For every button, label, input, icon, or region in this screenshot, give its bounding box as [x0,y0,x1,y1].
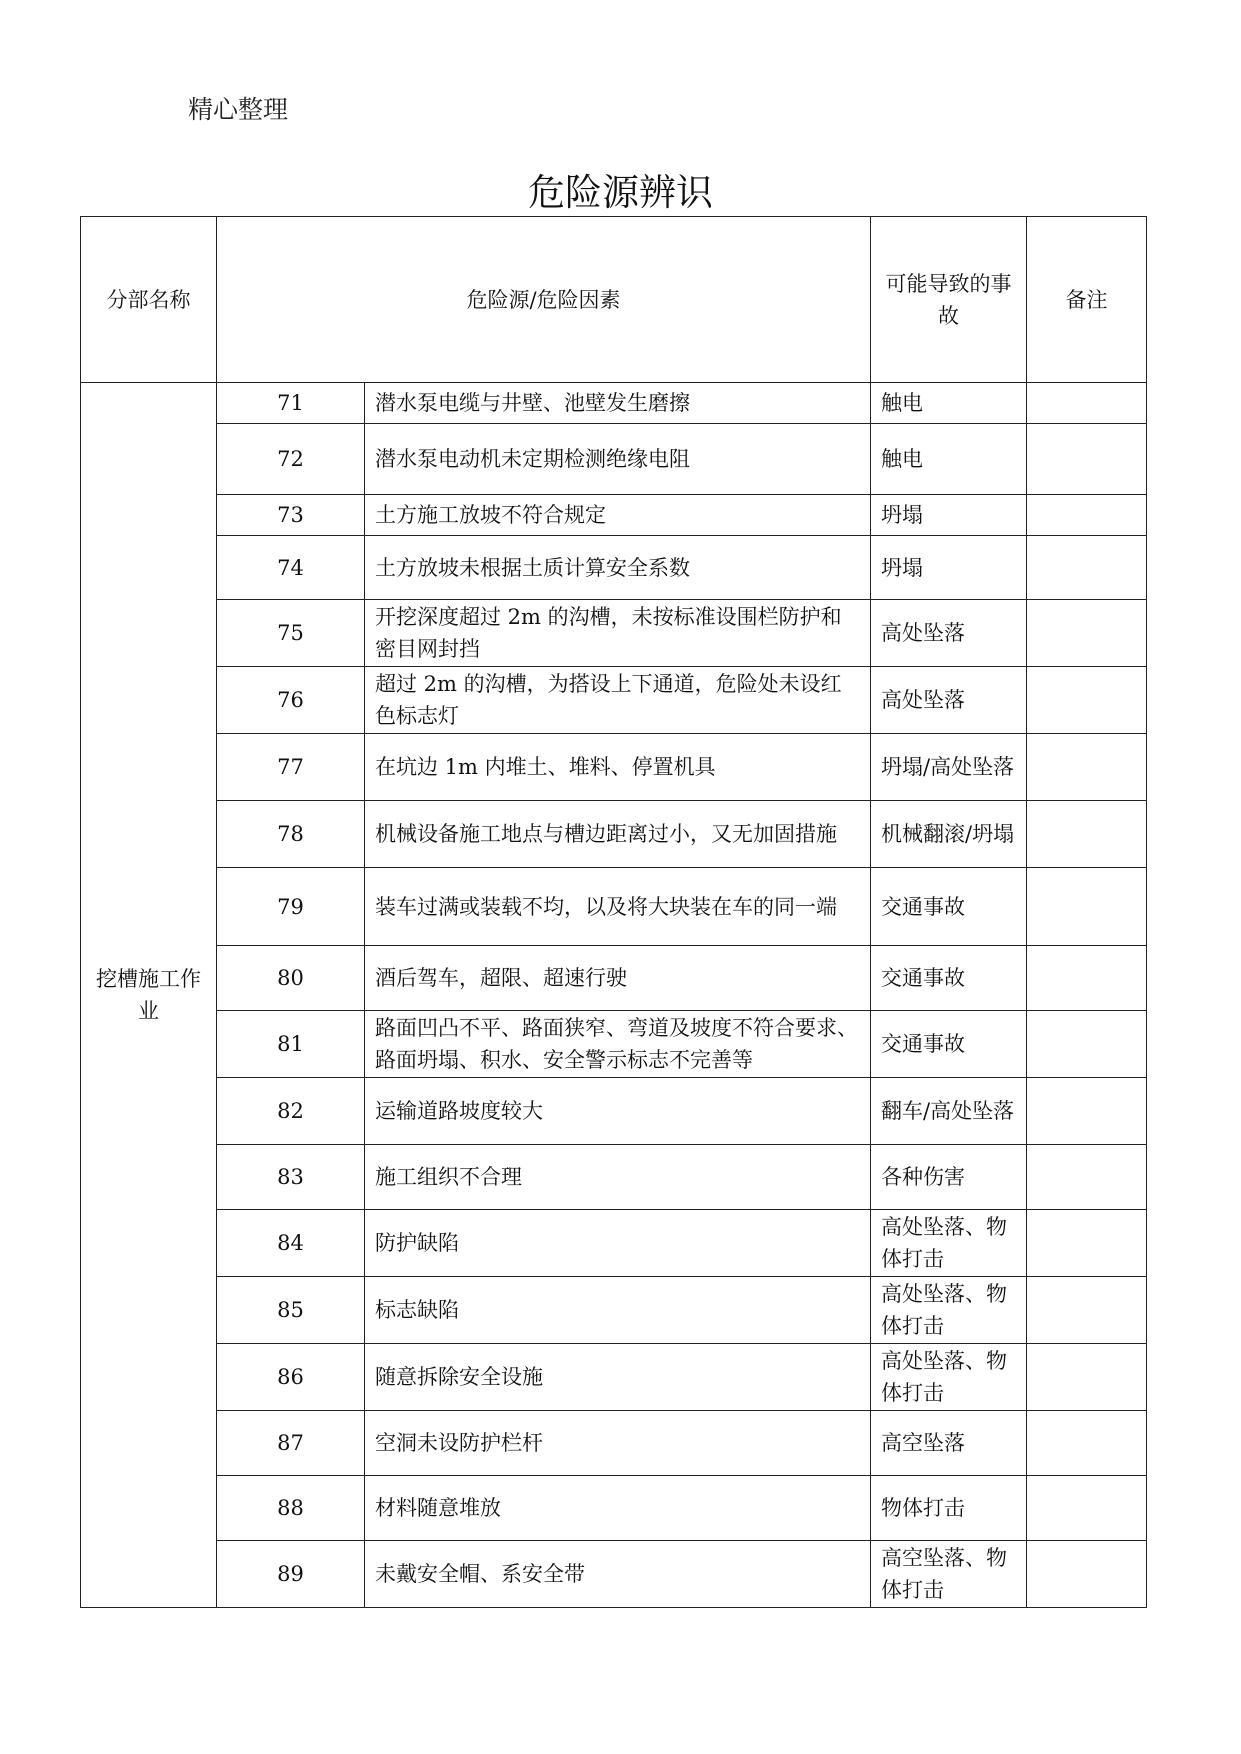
table-row [81,424,1147,495]
hazard-cell: 酒后驾车，超限、超速行驶 [365,946,871,1011]
header-note: 精心整理 [188,95,289,124]
hazard-cell: 开挖深度超过 2m 的沟槽，未按标准设围栏防护和密目网封挡 [365,600,871,667]
row-number: 75 [217,600,365,667]
accident-cell: 触电 [871,424,1027,495]
remarks-cell [1027,1344,1147,1411]
table-row [81,1277,1147,1344]
accident-cell: 高空坠落 [871,1411,1027,1476]
table-row [81,1145,1147,1210]
header-accident: 可能导致的事故 [871,217,1027,383]
remarks-cell [1027,1078,1147,1145]
accident-cell: 高处坠落、物体打击 [871,1344,1027,1411]
table-row [81,536,1147,600]
hazard-cell: 土方施工放坡不符合规定 [365,495,871,536]
accident-cell: 触电 [871,383,1027,424]
remarks-cell [1027,1277,1147,1344]
header-remarks: 备注 [1027,217,1147,383]
row-number: 80 [217,946,365,1011]
accident-cell: 高处坠落 [871,600,1027,667]
header-department: 分部名称 [81,217,217,383]
row-number: 78 [217,801,365,868]
remarks-cell [1027,667,1147,734]
table-row [81,383,1147,424]
page-title: 危险源辨识 [528,171,713,214]
accident-cell: 高处坠落、物体打击 [871,1277,1027,1344]
remarks-cell [1027,1145,1147,1210]
accident-cell: 物体打击 [871,1476,1027,1541]
accident-cell: 交通事故 [871,868,1027,946]
hazard-cell: 土方放坡未根据土质计算安全系数 [365,536,871,600]
hazard-cell: 装车过满或装载不均，以及将大块装在车的同一端 [365,868,871,946]
row-number: 74 [217,536,365,600]
accident-cell: 坍塌 [871,495,1027,536]
hazard-table [80,216,1147,1608]
hazard-cell: 未戴安全帽、系安全带 [365,1541,871,1608]
accident-cell: 高处坠落、物体打击 [871,1210,1027,1277]
table-row [81,1011,1147,1078]
hazard-cell: 潜水泵电缆与井壁、池壁发生磨擦 [365,383,871,424]
hazard-cell: 超过 2m 的沟槽，为搭设上下通道，危险处未设红色标志灯 [365,667,871,734]
hazard-cell: 空洞未设防护栏杆 [365,1411,871,1476]
row-number: 83 [217,1145,365,1210]
remarks-cell [1027,600,1147,667]
remarks-cell [1027,495,1147,536]
remarks-cell [1027,1411,1147,1476]
remarks-cell [1027,1541,1147,1608]
remarks-cell [1027,801,1147,868]
accident-cell: 高空坠落、物体打击 [871,1541,1027,1608]
accident-cell: 翻车/高处坠落 [871,1078,1027,1145]
hazard-cell: 机械设备施工地点与槽边距离过小，又无加固措施 [365,801,871,868]
accident-cell: 高处坠落 [871,667,1027,734]
remarks-cell [1027,536,1147,600]
row-number: 71 [217,383,365,424]
row-number: 89 [217,1541,365,1608]
header-hazard: 危险源/危险因素 [217,217,871,383]
row-number: 72 [217,424,365,495]
table-row [81,667,1147,734]
accident-cell: 交通事故 [871,1011,1027,1078]
remarks-cell [1027,424,1147,495]
remarks-cell [1027,1476,1147,1541]
remarks-cell [1027,868,1147,946]
hazard-cell: 路面凹凸不平、路面狭窄、弯道及坡度不符合要求、路面坍塌、积水、安全警示标志不完善等 [365,1011,871,1078]
table-row [81,1411,1147,1476]
table-row [81,734,1147,801]
table-row [81,1476,1147,1541]
hazard-cell: 在坑边 1m 内堆土、堆料、停置机具 [365,734,871,801]
hazard-cell: 随意拆除安全设施 [365,1344,871,1411]
remarks-cell [1027,383,1147,424]
accident-cell: 交通事故 [871,946,1027,1011]
row-number: 76 [217,667,365,734]
hazard-cell: 防护缺陷 [365,1210,871,1277]
remarks-cell [1027,1011,1147,1078]
row-number: 84 [217,1210,365,1277]
table-row [81,600,1147,667]
row-number: 79 [217,868,365,946]
row-number: 81 [217,1011,365,1078]
table-row [81,868,1147,946]
accident-cell: 坍塌/高处坠落 [871,734,1027,801]
row-number: 85 [217,1277,365,1344]
hazard-cell: 材料随意堆放 [365,1476,871,1541]
table-row [81,495,1147,536]
hazard-cell: 运输道路坡度较大 [365,1078,871,1145]
accident-cell: 坍塌 [871,536,1027,600]
row-number: 86 [217,1344,365,1411]
remarks-cell [1027,1210,1147,1277]
row-number: 77 [217,734,365,801]
accident-cell: 机械翻滚/坍塌 [871,801,1027,868]
hazard-cell: 潜水泵电动机未定期检测绝缘电阻 [365,424,871,495]
table-row [81,1541,1147,1608]
table-row [81,946,1147,1011]
row-number: 73 [217,495,365,536]
department-cell: 挖槽施工作业 [81,383,217,1608]
table-body [81,383,1147,1608]
row-number: 87 [217,1411,365,1476]
remarks-cell [1027,734,1147,801]
table-header-row [81,217,1147,383]
row-number: 88 [217,1476,365,1541]
accident-cell: 各种伤害 [871,1145,1027,1210]
table-row [81,1344,1147,1411]
table-row [81,1078,1147,1145]
table-row [81,801,1147,868]
table-row [81,1210,1147,1277]
hazard-cell: 标志缺陷 [365,1277,871,1344]
remarks-cell [1027,946,1147,1011]
hazard-cell: 施工组织不合理 [365,1145,871,1210]
row-number: 82 [217,1078,365,1145]
